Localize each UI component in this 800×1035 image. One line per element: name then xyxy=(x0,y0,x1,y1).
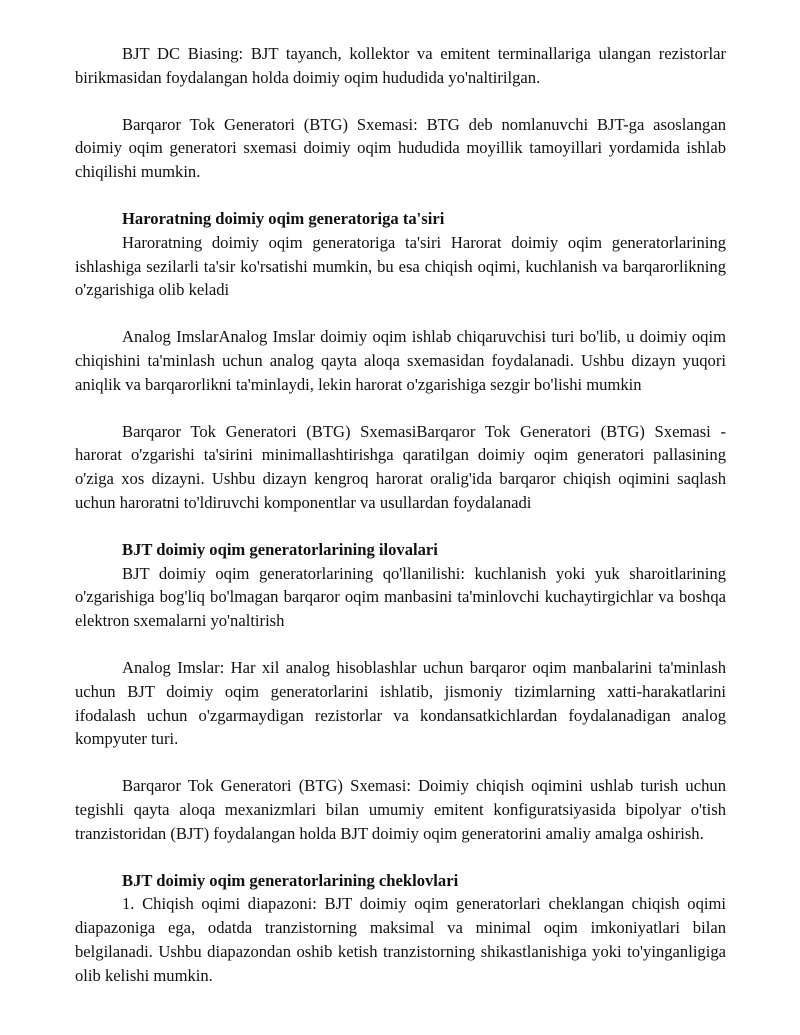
paragraph: Analog ImslarAnalog Imslar doimiy oqim ishlab chiqaruvchisi turi bo'lib, u doimiy oqim chiqishini ta'minlash uchun analog qayta aloqa sxemasidan foydalanadi. Ushbu dizayn yuqori aniqlik va barqarorlikni ta'minlaydi, lekin harorat o'zgarishiga sezgir bo'lishi mumkin xyxy=(75,327,726,394)
section-heading: Haroratning doimiy oqim generatoriga ta'siri xyxy=(122,208,445,228)
paragraph: Barqaror Tok Generatori (BTG) SxemasiBarqaror Tok Generatori (BTG) Sxemasi - harorat o'zgarishi ta'sirini minimallashtirishga qaratilgan doimiy oqim generatori pallasining o'ziga xos dizayni. Ushbu dizayn kengroq harorat oralig'ida barqaror chiqish oqimini saqlash uchun haroratni to'ldiruvchi komponentlar va usullardan foydalanadi xyxy=(75,421,726,512)
section-heading: BJT doimiy oqim generatorlarining ilovalari xyxy=(122,539,438,559)
paragraph: 1. Chiqish oqimi diapazoni: BJT doimiy oqim generatorlari cheklangan chiqish oqimi diapazoniga ega, odatda tranzistorning maksimal va minimal oqim imkoniyatlari bilan belgilanadi. Ushbu diapazondan oshib ketish tranzistorning shikastlanishiga yoki to'yinganligiga olib kelishi mumkin. xyxy=(75,894,726,985)
paragraph-bjt-dc-biasing: BJT DC Biasing: BJT tayanch, kollektor va emitent terminallariga ulangan rezistorlar birikmasidan foydalangan holda doimiy oqim hududida yo'naltirilgan. xyxy=(75,44,726,87)
document-page xyxy=(75,42,726,1011)
section-limitations xyxy=(75,869,726,988)
paragraph: Analog Imslar: Har xil analog hisoblashlar uchun barqaror oqim manbalarini ta'minlash uchun BJT doimiy oqim generatorlarini ishlatib, jismoniy tizimlarning xatti-harakatlarini ifodalash uchun o'zgarmaydigan rezistorlar va kondansatkichlardan foydalanadigan analog kompyuter turi. xyxy=(75,657,726,749)
paragraph: Barqaror Tok Generatori (BTG) Sxemasi: Doimiy chiqish oqimini ushlab turish uchun tegishli qayta aloqa mexanizmlari bilan umumiy emitent konfiguratsiyasida bipolyar o'tish tranzistoridan (BJT) foydalangan holda BJT doimiy oqim generatorini amaliy amalga oshirish. xyxy=(75,776,726,843)
paragraph: BJT doimiy oqim generatorlarining qo'llanilishi: kuchlanish yoki yuk sharoitlarining o'zgarishiga bog'liq bo'lmagan barqaror oqim manbasini ta'minlovchi kuchaytirgichlar va boshqa elektron sxemalarni yo'naltirish xyxy=(75,563,726,631)
paragraph-btg-scheme: Barqaror Tok Generatori (BTG) Sxemasi: BTG deb nomlanuvchi BJT-ga asoslangan doimiy oqim generatori sxemasi doimiy oqim hududida moyillik tamoyillari yordamida ishlab chiqilishi mumkin. xyxy=(75,114,726,182)
section-heading: BJT doimiy oqim generatorlarining cheklovlari xyxy=(122,870,459,890)
section-applications xyxy=(75,538,726,846)
section-temperature-effect xyxy=(75,207,726,515)
paragraph: Haroratning doimiy oqim generatoriga ta'siri Harorat doimiy oqim generatorlarining ishlashiga sezilarli ta'sir ko'rsatishi mumkin, bu esa chiqish oqimi, kuchlanish va barqarorlikning o'zgarishiga olib keladi xyxy=(75,232,726,300)
